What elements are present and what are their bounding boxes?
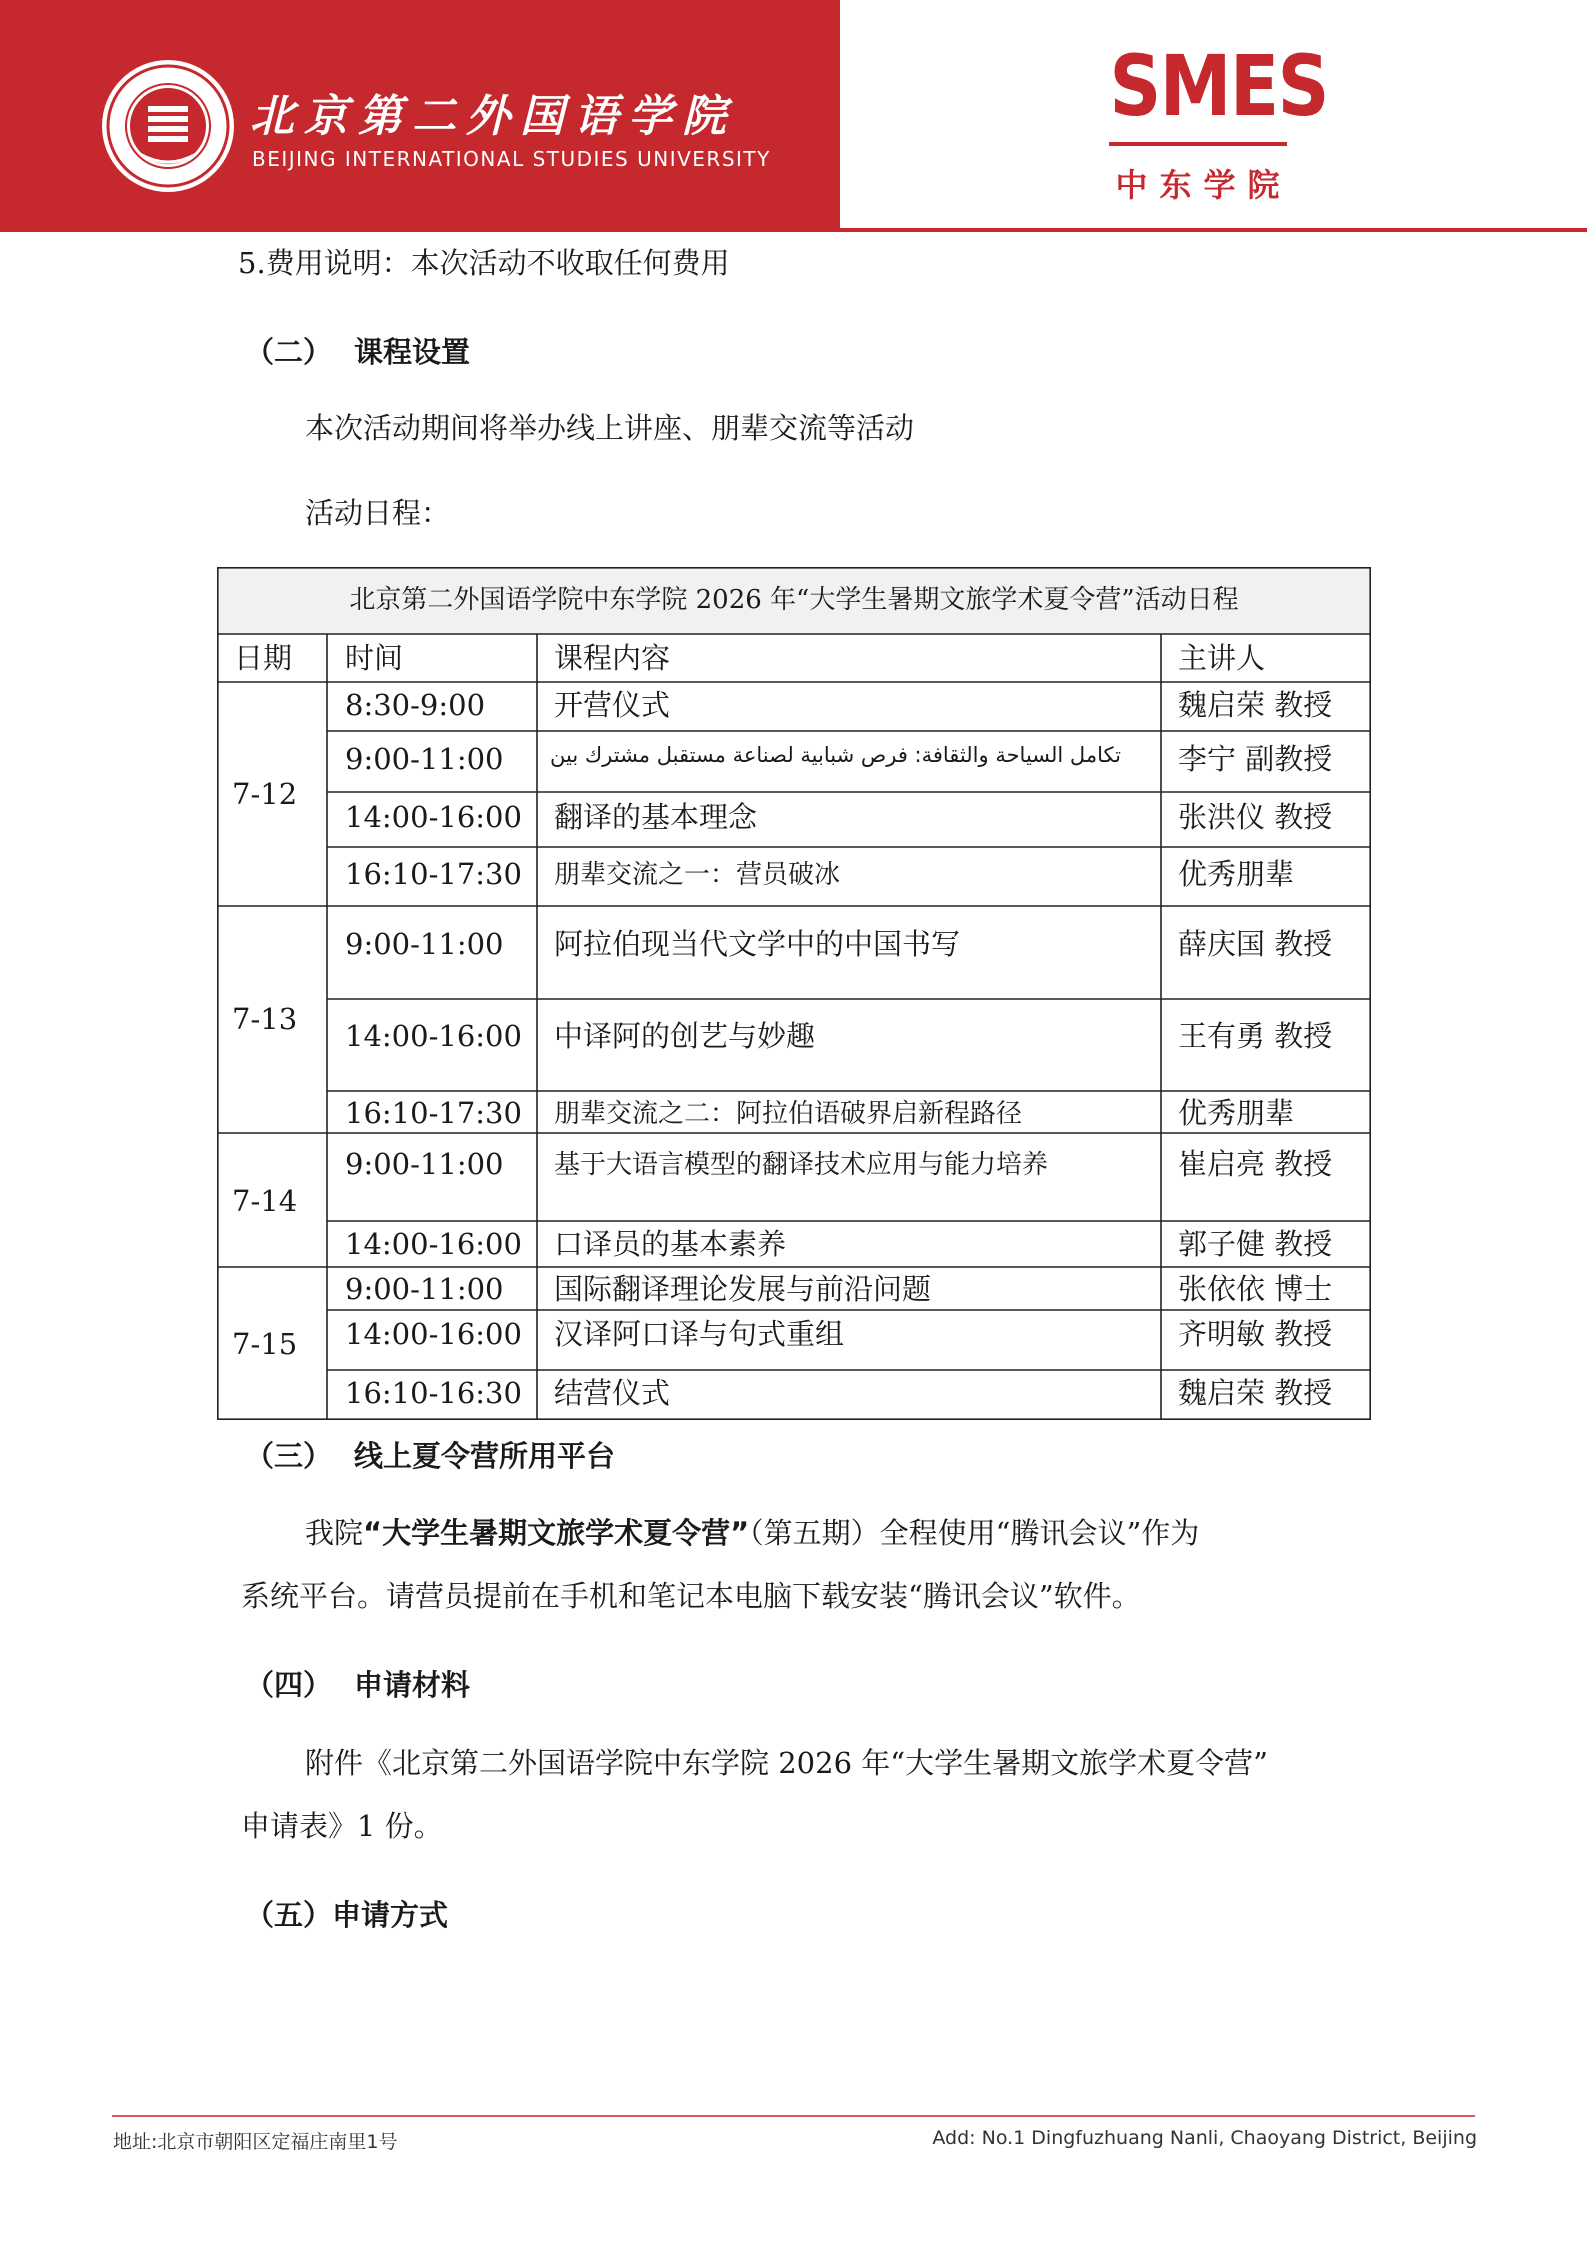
speaker-cell: 魏启荣 教授 [1178,1376,1333,1410]
section-2-intro: 本次活动期间将举办线上讲座、朋辈交流等活动 [305,411,915,445]
date-cell: 7-14 [232,1184,298,1218]
section-4-paragraph-line-2: 申请表》1 份。 [241,1809,443,1843]
content-cell: 朋辈交流之二：阿拉伯语破界启新程路径 [554,1099,1023,1129]
speaker-cell: 郭子健 教授 [1178,1227,1333,1261]
university-name-en: BEIJING INTERNATIONAL STUDIES UNIVERSITY [252,147,771,171]
time-cell: 16:10-17:30 [345,857,522,891]
school-abbreviation: SMES [1109,37,1328,135]
time-cell: 14:00-16:00 [345,1019,522,1053]
date-cell: 7-15 [232,1327,298,1361]
speaker-cell: 魏启荣 教授 [1178,688,1333,722]
speaker-cell: 张洪仪 教授 [1178,800,1333,834]
content-cell: 基于大语言模型的翻译技术应用与能力培养 [554,1150,1049,1180]
school-name-cn: 中东学院 [1115,166,1292,204]
logo-divider [1109,142,1287,146]
section-5-heading: （五）申请方式 [245,1898,449,1932]
speaker-cell: 王有勇 教授 [1178,1019,1333,1053]
section-4-paragraph-line-1: 附件《北京第二外国语学院中东学院 2026 年“大学生暑期文旅学术夏令营” [305,1746,1268,1780]
speaker-cell: 李宁 副教授 [1178,742,1333,776]
time-cell: 16:10-17:30 [345,1096,522,1130]
time-cell: 9:00-11:00 [345,742,504,776]
speaker-cell: 优秀朋辈 [1178,857,1295,891]
header-rule [0,228,1587,232]
speaker-cell: 张依依 博士 [1178,1272,1333,1306]
section-4-title: 申请材料 [354,1668,471,1702]
schedule-title: 北京第二外国语学院中东学院 2026 年“大学生暑期文旅学术夏令营”活动日程 [349,585,1239,615]
content-cell-arabic: تكامل السياحة والثقافة: فرص شبابية لصناعة مستقبل مشترك بين [550,743,1121,767]
column-header-speaker: 主讲人 [1178,641,1266,675]
section-3-title: 线上夏令营所用平台 [354,1439,616,1473]
time-cell: 16:10-16:30 [345,1376,522,1410]
speaker-cell: 优秀朋辈 [1178,1096,1295,1130]
smes-logo [1095,30,1328,210]
column-header-content: 课程内容 [554,641,671,675]
time-cell: 9:00-11:00 [345,927,504,961]
content-cell: 结营仪式 [554,1376,671,1410]
time-cell: 8:30-9:00 [345,688,486,722]
camp-name-bold: “大学生暑期文旅学术夏令营” [363,1516,750,1550]
section-2-title: 课程设置 [354,335,471,369]
content-cell: 汉译阿口译与句式重组 [554,1317,845,1351]
footer-rule [112,2115,1475,2117]
schedule-table [217,567,1371,1420]
sec3-text-c: （第五期）全程使用“腾讯会议”作为 [749,1516,1200,1550]
speaker-cell: 薛庆国 教授 [1178,927,1333,961]
time-cell: 14:00-16:00 [345,1317,522,1351]
section-4-heading [245,1663,470,1704]
content-cell: 中译阿的创艺与妙趣 [554,1019,816,1053]
section-4-number: （四） [245,1668,333,1702]
footer-address-cn: 地址:北京市朝阳区定福庄南里1号 [113,2131,398,2153]
content-cell: 翻译的基本理念 [554,800,758,834]
speaker-cell: 崔启亮 教授 [1178,1147,1333,1181]
content-cell: 口译员的基本素养 [554,1227,787,1261]
time-cell: 14:00-16:00 [345,1227,522,1261]
time-cell: 9:00-11:00 [345,1272,504,1306]
university-seal-icon [100,58,236,194]
time-cell: 14:00-16:00 [345,800,522,834]
time-cell: 9:00-11:00 [345,1147,504,1181]
content-cell: 朋辈交流之一：营员破冰 [554,860,841,890]
date-cell: 7-13 [232,1002,298,1036]
section-2-heading [245,330,470,371]
fee-note: 5.费用说明：本次活动不收取任何费用 [238,246,730,280]
content-cell: 开营仪式 [554,688,671,722]
schedule-label: 活动日程： [305,496,451,530]
section-3-number: （三） [245,1439,333,1473]
section-3-heading [245,1434,615,1475]
column-header-date: 日期 [234,641,293,675]
content-cell: 阿拉伯现当代文学中的中国书写 [554,927,961,961]
section-3-paragraph-line-1 [305,1515,1199,1553]
column-header-time: 时间 [345,641,404,675]
date-cell: 7-12 [232,777,298,811]
section-3-paragraph-line-2: 系统平台。请营员提前在手机和笔记本电脑下载安装“腾讯会议”软件。 [241,1579,1141,1613]
footer-address-en: Add: No.1 Dingfuzhuang Nanli, Chaoyang District, Beijing [932,2127,1477,2149]
sec3-text-a: 我院 [305,1516,364,1550]
section-2-number: （二） [245,335,333,369]
university-name-cn: 北京第二外国语学院 [250,91,736,142]
content-cell: 国际翻译理论发展与前沿问题 [554,1272,932,1306]
speaker-cell: 齐明敏 教授 [1178,1317,1333,1351]
